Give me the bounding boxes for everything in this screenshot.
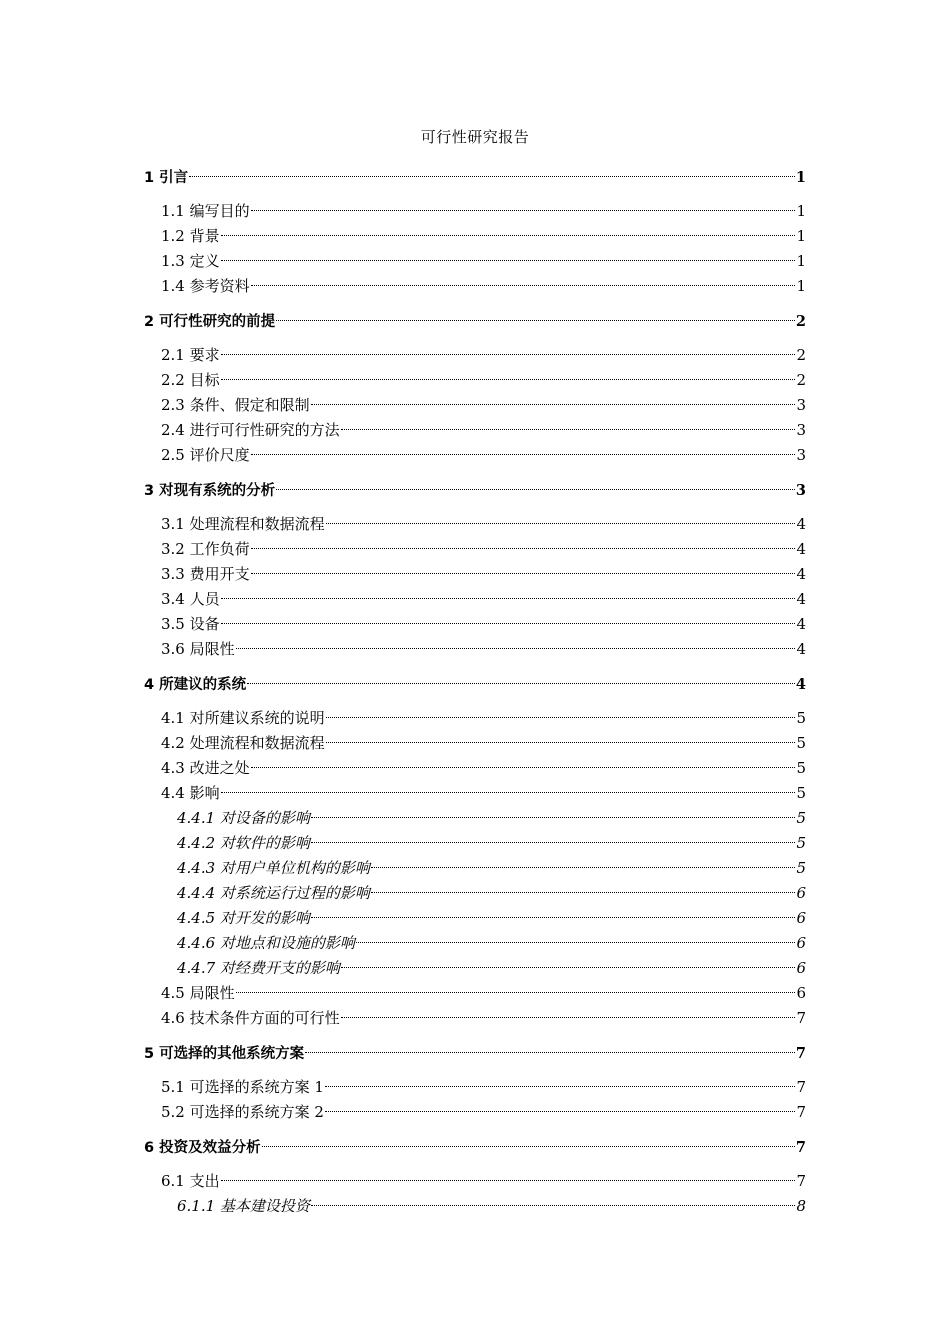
toc-dot-leader bbox=[251, 557, 796, 579]
toc-dot-leader bbox=[305, 1036, 795, 1058]
toc-entry[interactable] bbox=[161, 413, 806, 439]
toc-entry-label: 2.1 要求 bbox=[161, 346, 220, 364]
toc-entry-label: 4.4.4 对系统运行过程的影响 bbox=[177, 884, 370, 902]
toc-entry-label: 4.4.5 对开发的影响 bbox=[177, 909, 310, 927]
toc-dot-leader bbox=[341, 413, 796, 435]
toc-dot-leader bbox=[221, 776, 796, 798]
toc-page-number: 6 bbox=[796, 884, 806, 902]
toc-page-number: 7 bbox=[796, 1172, 806, 1190]
toc-entry-label: 3.3 费用开支 bbox=[161, 565, 250, 583]
toc-page-number: 1 bbox=[796, 202, 806, 220]
toc-page-number: 2 bbox=[795, 313, 806, 330]
toc-dot-leader bbox=[221, 363, 796, 385]
toc-entry-label: 4.4.7 对经费开支的影响 bbox=[177, 959, 340, 977]
toc-dot-leader bbox=[325, 1070, 796, 1092]
toc-page-number: 6 bbox=[796, 909, 806, 927]
toc-dot-leader bbox=[276, 304, 795, 326]
toc-entry[interactable] bbox=[161, 388, 806, 414]
toc-page-number: 1 bbox=[795, 169, 806, 186]
toc-dot-leader bbox=[221, 338, 796, 360]
toc-dot-leader bbox=[311, 388, 796, 410]
toc-entry[interactable] bbox=[161, 726, 806, 752]
toc-entry-label: 4.1 对所建议系统的说明 bbox=[161, 709, 325, 727]
toc-entry-label: 4.4 影响 bbox=[161, 784, 220, 802]
toc-entry-label: 2.4 进行可行性研究的方法 bbox=[161, 421, 340, 439]
toc-page-number: 2 bbox=[796, 371, 806, 389]
toc-page-number: 8 bbox=[796, 1197, 806, 1215]
toc-entry-label: 1.1 编写目的 bbox=[161, 202, 250, 220]
toc-page-number: 4 bbox=[796, 565, 806, 583]
toc-page-number: 5 bbox=[796, 709, 806, 727]
toc-entry[interactable] bbox=[177, 801, 806, 827]
toc-entry[interactable] bbox=[161, 1070, 806, 1096]
toc-page-number: 6 bbox=[796, 959, 806, 977]
toc-page-number: 4 bbox=[796, 640, 806, 658]
toc-dot-leader bbox=[236, 976, 796, 998]
toc-entry-label: 4.3 改进之处 bbox=[161, 759, 250, 777]
toc-entry[interactable] bbox=[161, 976, 806, 1002]
toc-entry-label: 4.6 技术条件方面的可行性 bbox=[161, 1009, 340, 1027]
toc-page-number: 6 bbox=[796, 984, 806, 1002]
toc-dot-leader bbox=[251, 194, 796, 216]
toc-dot-leader bbox=[189, 160, 795, 182]
document-title: 可行性研究报告 bbox=[420, 128, 530, 146]
toc-dot-leader bbox=[251, 751, 796, 773]
toc-entry[interactable] bbox=[161, 1164, 806, 1190]
toc-dot-leader bbox=[311, 1189, 796, 1211]
toc-dot-leader bbox=[276, 473, 795, 495]
toc-entry[interactable] bbox=[161, 338, 806, 364]
toc-entry[interactable] bbox=[177, 901, 806, 927]
toc-dot-leader bbox=[341, 951, 796, 973]
toc-entry-label: 5.2 可选择的系统方案 2 bbox=[161, 1103, 324, 1121]
toc-page-number: 4 bbox=[796, 515, 806, 533]
toc-entry[interactable] bbox=[177, 1189, 806, 1215]
toc-page-number: 5 bbox=[796, 834, 806, 852]
toc-page-number: 5 bbox=[796, 734, 806, 752]
toc-page-number: 7 bbox=[795, 1139, 806, 1156]
toc-page-number: 5 bbox=[796, 759, 806, 777]
toc-page-number: 7 bbox=[796, 1078, 806, 1096]
toc-dot-leader bbox=[326, 726, 796, 748]
toc-entry[interactable] bbox=[161, 363, 806, 389]
toc-page-number: 5 bbox=[796, 784, 806, 802]
toc-entry[interactable] bbox=[144, 473, 806, 499]
toc-entry-label: 4.4.6 对地点和设施的影响 bbox=[177, 934, 355, 952]
toc-entry-label: 1 引言 bbox=[144, 170, 189, 186]
toc-entry-label: 4 所建议的系统 bbox=[144, 677, 247, 693]
toc-entry[interactable] bbox=[177, 951, 806, 977]
toc-page-number: 4 bbox=[795, 676, 806, 693]
toc-entry[interactable] bbox=[144, 1036, 806, 1062]
toc-entry-label: 3.1 处理流程和数据流程 bbox=[161, 515, 325, 533]
toc-entry-label: 3 对现有系统的分析 bbox=[144, 483, 276, 499]
toc-entry[interactable] bbox=[161, 507, 806, 533]
toc-dot-leader bbox=[251, 269, 796, 291]
toc-entry[interactable] bbox=[161, 194, 806, 220]
toc-dot-leader bbox=[221, 607, 796, 629]
toc-page-number: 3 bbox=[795, 482, 806, 499]
toc-dot-leader bbox=[247, 667, 795, 689]
toc-dot-leader bbox=[221, 219, 796, 241]
toc-dot-leader bbox=[311, 801, 796, 823]
toc-entry[interactable] bbox=[161, 751, 806, 777]
toc-dot-leader bbox=[262, 1130, 795, 1152]
toc-page-number: 4 bbox=[796, 540, 806, 558]
toc-entry-label: 6.1 支出 bbox=[161, 1172, 220, 1190]
toc-dot-leader bbox=[221, 1164, 796, 1186]
toc-entry-label: 6 投资及效益分析 bbox=[144, 1140, 261, 1156]
toc-page-number: 5 bbox=[796, 809, 806, 827]
toc-page-number: 1 bbox=[796, 227, 806, 245]
toc-page-number: 4 bbox=[796, 590, 806, 608]
toc-page-number: 3 bbox=[796, 421, 806, 439]
toc-entry-label: 2 可行性研究的前提 bbox=[144, 314, 276, 330]
toc-page-number: 4 bbox=[796, 615, 806, 633]
toc-entry-label: 3.2 工作负荷 bbox=[161, 540, 250, 558]
toc-dot-leader bbox=[356, 926, 796, 948]
toc-entry[interactable] bbox=[144, 1130, 806, 1156]
toc-dot-leader bbox=[325, 1095, 796, 1117]
toc-dot-leader bbox=[341, 1001, 796, 1023]
toc-entry-label: 3.6 局限性 bbox=[161, 640, 235, 658]
toc-dot-leader bbox=[251, 438, 796, 460]
toc-page-number: 1 bbox=[796, 252, 806, 270]
toc-entry[interactable] bbox=[177, 851, 806, 877]
toc-entry[interactable] bbox=[144, 667, 806, 693]
toc-entry[interactable] bbox=[161, 219, 806, 245]
toc-dot-leader bbox=[371, 876, 796, 898]
toc-page-number: 1 bbox=[796, 277, 806, 295]
toc-entry-label: 6.1.1 基本建设投资 bbox=[177, 1197, 310, 1215]
toc-dot-leader bbox=[326, 507, 796, 529]
toc-entry[interactable] bbox=[161, 701, 806, 727]
toc-entry[interactable] bbox=[144, 160, 806, 186]
toc-entry[interactable] bbox=[161, 557, 806, 583]
toc-entry[interactable] bbox=[161, 244, 806, 270]
toc-page-number: 6 bbox=[796, 934, 806, 952]
toc-entry[interactable] bbox=[144, 304, 806, 330]
toc-dot-leader bbox=[251, 532, 796, 554]
toc-dot-leader bbox=[311, 826, 796, 848]
toc-entry-label: 5 可选择的其他系统方案 bbox=[144, 1046, 305, 1062]
toc-entry[interactable] bbox=[161, 1001, 806, 1027]
toc-dot-leader bbox=[371, 851, 796, 873]
toc-entry-label: 4.4.3 对用户单位机构的影响 bbox=[177, 859, 370, 877]
toc-entry-label: 1.4 参考资料 bbox=[161, 277, 250, 295]
toc-entry[interactable] bbox=[161, 532, 806, 558]
toc-page-number: 7 bbox=[796, 1103, 806, 1121]
toc-page-number: 7 bbox=[795, 1045, 806, 1062]
toc-entry-label: 4.4.2 对软件的影响 bbox=[177, 834, 310, 852]
toc-entry[interactable] bbox=[161, 776, 806, 802]
toc-page-number: 3 bbox=[796, 446, 806, 464]
toc-entry[interactable] bbox=[177, 826, 806, 852]
toc-entry[interactable] bbox=[177, 926, 806, 952]
toc-entry-label: 1.2 背景 bbox=[161, 227, 220, 245]
toc-page-number: 5 bbox=[796, 859, 806, 877]
toc-page-number: 2 bbox=[796, 346, 806, 364]
toc-entry[interactable] bbox=[161, 607, 806, 633]
toc-entry-label: 2.5 评价尺度 bbox=[161, 446, 250, 464]
toc-page-number: 7 bbox=[796, 1009, 806, 1027]
toc-entry-label: 4.5 局限性 bbox=[161, 984, 235, 1002]
toc-entry[interactable] bbox=[177, 876, 806, 902]
toc-entry-label: 1.3 定义 bbox=[161, 252, 220, 270]
toc-dot-leader bbox=[236, 632, 796, 654]
toc-entry[interactable] bbox=[161, 1095, 806, 1121]
toc-page-number: 3 bbox=[796, 396, 806, 414]
toc-entry-label: 4.4.1 对设备的影响 bbox=[177, 809, 310, 827]
toc-entry-label: 3.5 设备 bbox=[161, 615, 220, 633]
toc-entry-label: 2.2 目标 bbox=[161, 371, 220, 389]
toc-entry-label: 3.4 人员 bbox=[161, 590, 220, 608]
toc-entry-label: 4.2 处理流程和数据流程 bbox=[161, 734, 325, 752]
toc-entry[interactable] bbox=[161, 582, 806, 608]
toc-dot-leader bbox=[221, 582, 796, 604]
toc-entry[interactable] bbox=[161, 632, 806, 658]
toc-dot-leader bbox=[326, 701, 796, 723]
toc-dot-leader bbox=[221, 244, 796, 266]
toc-entry[interactable] bbox=[161, 438, 806, 464]
toc-dot-leader bbox=[311, 901, 796, 923]
toc-entry-label: 2.3 条件、假定和限制 bbox=[161, 396, 310, 414]
toc-entry-label: 5.1 可选择的系统方案 1 bbox=[161, 1078, 324, 1096]
toc-entry[interactable] bbox=[161, 269, 806, 295]
